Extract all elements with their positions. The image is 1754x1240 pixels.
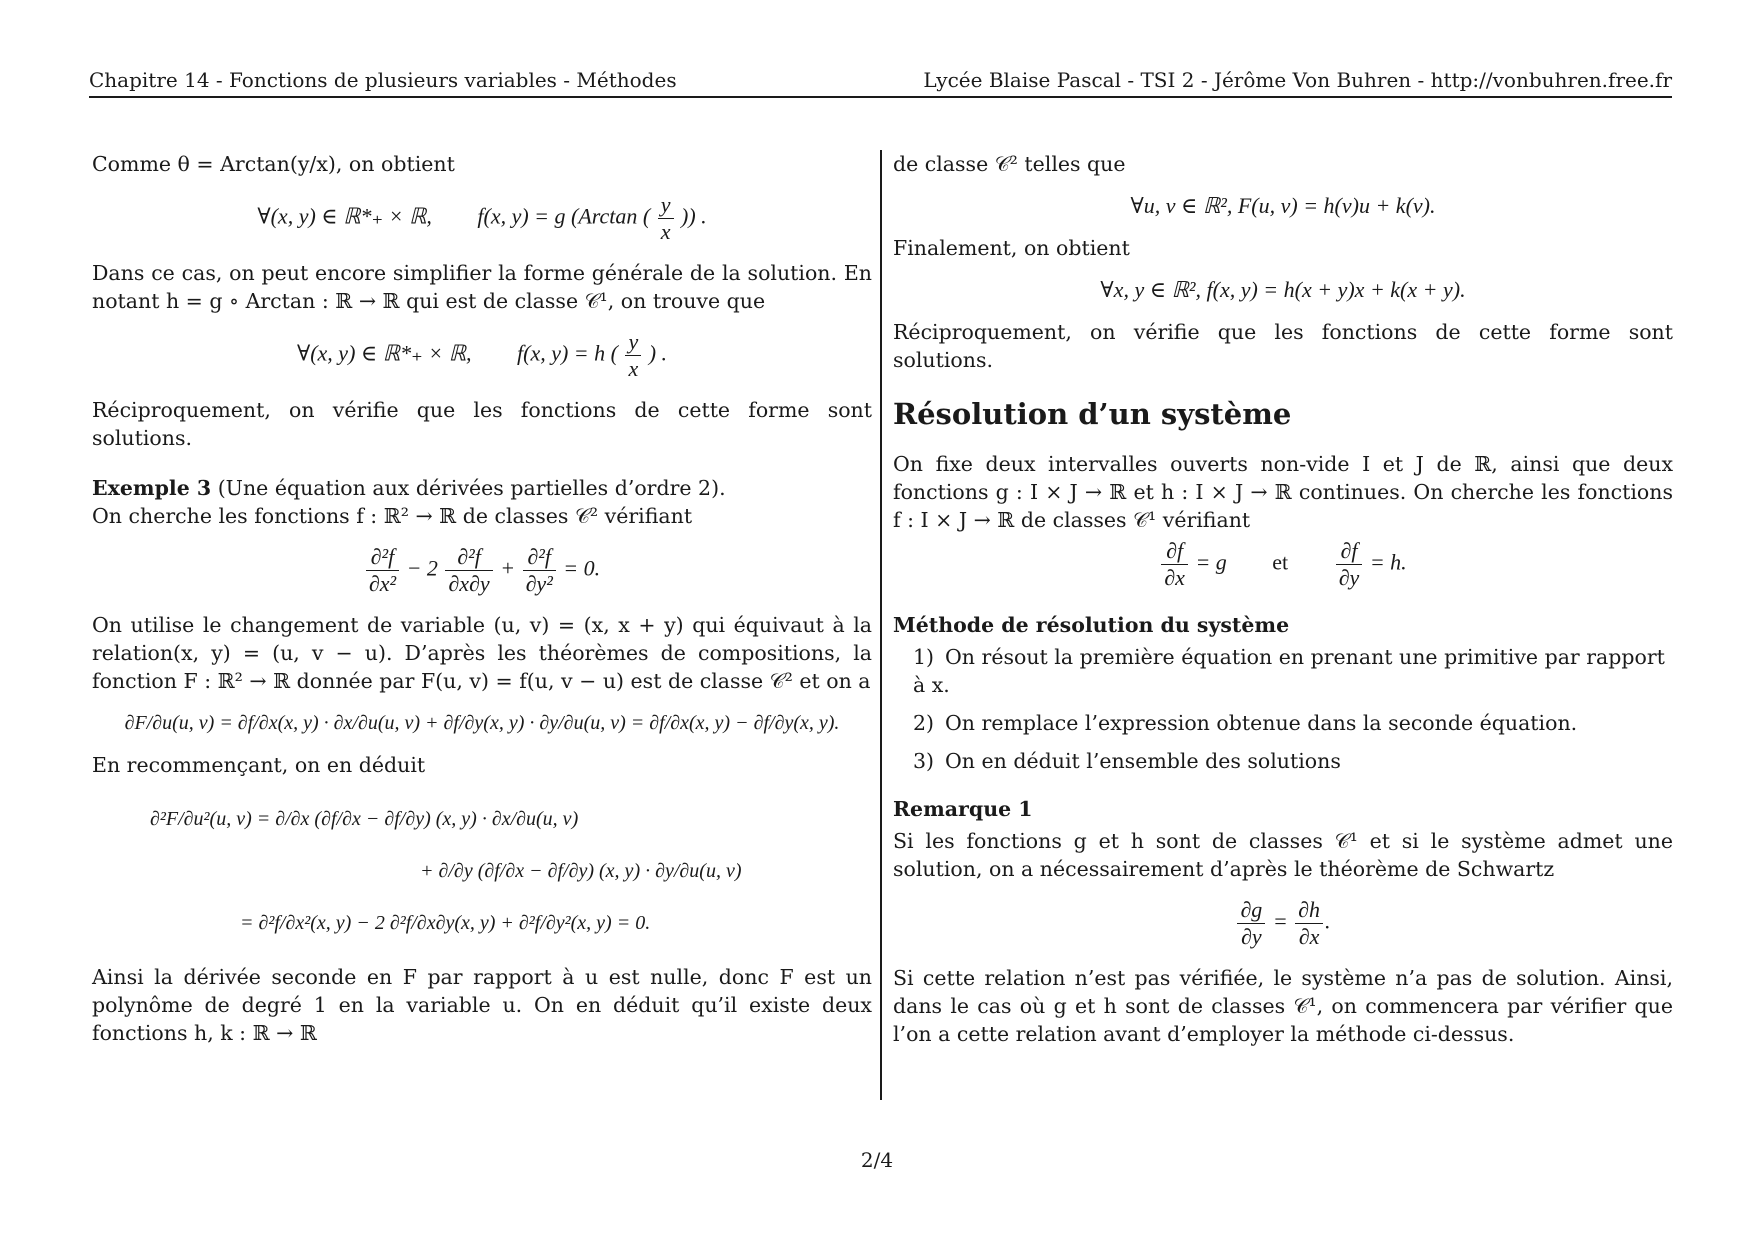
equation-second-derivative: ∂²F/∂u²(u, v) = ∂/∂x (∂f/∂x − ∂f/∂y) (x, y) · ∂x/∂u(u, v) + ∂/∂y (∂f/∂x − ∂f/∂y) (x, y) · ∂y/∂u(u, v) = ∂²f/∂x²(x, y) − 2 ∂²f/∂x∂y(x, y) + ∂²f/∂y²(x, y) = 0. [150,808,742,934]
text-paragraph: Ainsi la dérivée seconde en F par rapport à u est nulle, donc F est un polynôme de degré 1 en la variable u. On en déduit qu’il existe deux fonctions h, k : ℝ → ℝ [92,965,872,1045]
header-chapter: Chapitre 14 - Fonctions de plusieurs variables - Méthodes [89,68,677,92]
right-column [893,150,1673,1048]
text-paragraph: de classe 𝒞² telles que [893,152,1126,176]
list-item: 1) On résout la première équation en prenant une primitive par rapport à x. [913,645,1665,697]
fraction: $\frac{y}{x}$ [658,192,674,245]
page-header [89,68,1672,98]
list-item: 3) On en déduit l’ensemble des solutions [913,749,1341,773]
list-item: 2) On remplace l’expression obtenue dans la seconde équation. [913,711,1578,735]
method-title: Méthode de résolution du système [893,613,1290,637]
page-number: 2/4 [860,1148,894,1172]
example-title: Exemple 3 (Une équation aux dérivées partielles d’ordre 2). [92,476,726,500]
section-title: Résolution d’un système [893,397,1292,431]
left-column [92,150,872,1047]
text-paragraph: Réciproquement, on vérifie que les fonctions de cette forme sont solutions. [893,320,1673,372]
equation-system: $\frac{\partial f}{\partial x}$ = g et $\frac{\partial f}{\partial y}$ = h. [893,538,1673,591]
text-paragraph: Si les fonctions g et h sont de classes 𝒞¹ et si le système admet une solution, on a nécessairement d’après le théorème de Schwartz [893,829,1673,881]
equation-pde: $\frac{\text{∂²f}}{\text{∂x²}}$ − 2 $\frac{\text{∂²f}}{\partial x\partial y}$ + $\frac{\text{∂²f}}{\text{∂y²}}$ = 0. [92,544,872,597]
text-paragraph: On fixe deux intervalles ouverts non-vide I et J de ℝ, ainsi que deux fonctions g : I × J → ℝ et h : I × J → ℝ continues. On cherche les fonctions f : I × J → ℝ de classes 𝒞¹ vérifiant [893,452,1673,532]
column-divider [880,150,882,1100]
text-paragraph: En recommençant, on en déduit [92,753,426,777]
equation-arctan: ∀(x, y) ∈ ℝ*₊ × ℝ, f(x, y) = g (Arctan ( $\frac{y}{x}$ )) . [257,192,707,244]
fraction: $\frac{y}{x}$ [625,329,641,382]
text-paragraph: Si cette relation n’est pas vérifiée, le système n’a pas de solution. Ainsi, dans le cas où g et h sont de classes 𝒞¹, on commencera par vérifier que l’on a cette relation avant d’employer la méthode ci-dessus. [893,966,1673,1046]
text-paragraph: On cherche les fonctions f : ℝ² → ℝ de classes 𝒞² vérifiant [92,504,693,528]
text-paragraph: Comme θ = Arctan(y/x), on obtient [92,152,455,176]
text-paragraph: Dans ce cas, on peut encore simplifier la forme générale de la solution. En notant h = g ∘ Arctan : ℝ → ℝ qui est de classe 𝒞¹, on trouve que [92,261,872,313]
method-steps [893,643,1673,775]
equation-schwartz: $\frac{\partial g}{\partial y}$ = $\frac{\partial h}{\partial x}$ . [893,897,1673,950]
text-paragraph: Finalement, on obtient [893,236,1130,260]
text-paragraph: On utilise le changement de variable (u, v) = (x, x + y) qui équivaut à la relation(x, y) = (u, v − u). D’après les théorèmes de compositions, la fonction F : ℝ² → ℝ donnée par F(u, v) = f(u, v − u) est de classe 𝒞² et on a [92,613,872,693]
text-paragraph: Réciproquement, on vérifie que les fonctions de cette forme sont solutions. [92,398,872,450]
equation-chain-rule: ∂F/∂u(u, v) = ∂f/∂x(x, y) · ∂x/∂u(u, v) + ∂f/∂y(x, y) · ∂y/∂u(u, v) = ∂f/∂x(x, y) − ∂f/∂y(x, y). [124,712,840,734]
equation-F: ∀u, v ∈ ℝ², F(u, v) = h(v)u + k(v). [1130,193,1436,218]
equation-f: ∀x, y ∈ ℝ², f(x, y) = h(x + y)x + k(x + y). [1100,277,1466,302]
header-school: Lycée Blaise Pascal - TSI 2 - Jérôme Von Buhren - http://vonbuhren.free.fr [923,68,1672,92]
equation-h: ∀(x, y) ∈ ℝ*₊ × ℝ, f(x, y) = h ( $\frac{y}{x}$ ) . [296,329,668,381]
remark-title: Remarque 1 [893,797,1033,821]
